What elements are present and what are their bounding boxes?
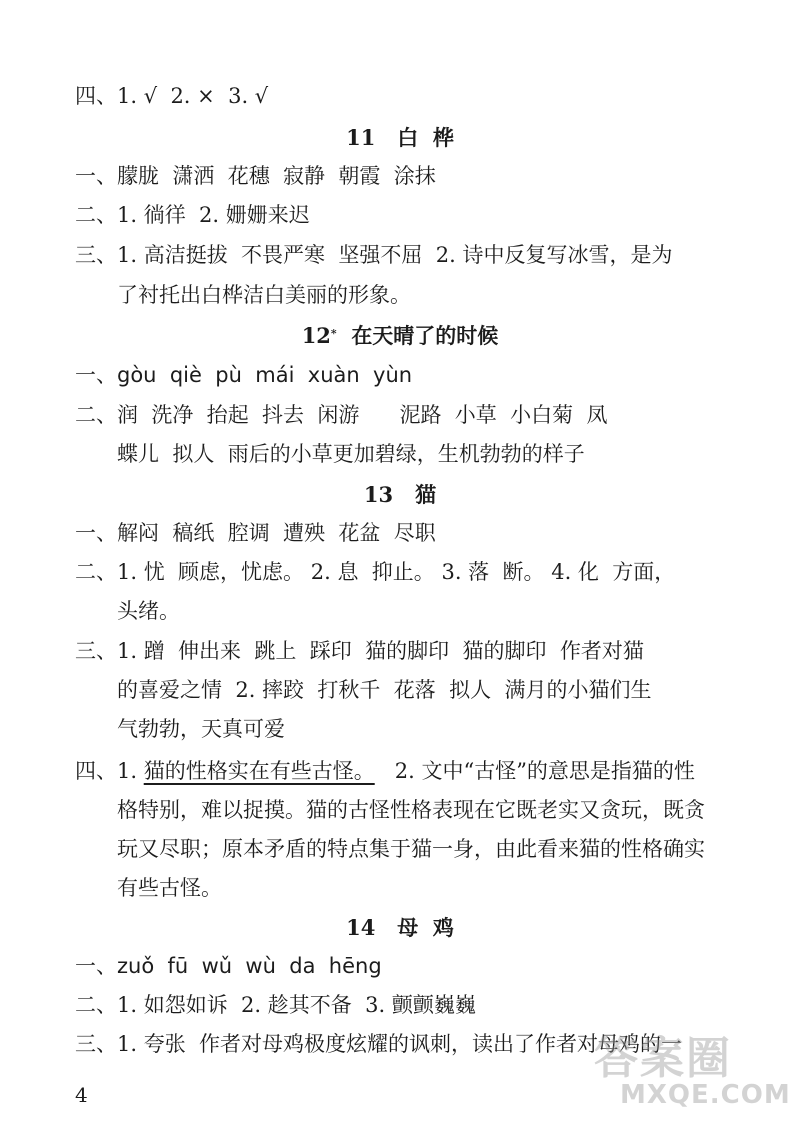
lesson-11-title [0, 124, 800, 152]
lesson-12-title [0, 322, 800, 350]
lesson-name: 猫 [415, 482, 437, 507]
lesson-11-q2 [75, 201, 310, 229]
answer-text: 玩又尽职；原本矛盾的特点集于猫一身，由此看来猫的性格确实 [117, 837, 705, 861]
lesson-14-q1 [75, 952, 382, 980]
lesson-13-q3-line3 [117, 715, 285, 743]
question-prefix: 一、 [75, 363, 117, 387]
lesson-name: 白 桦 [397, 125, 454, 150]
answer-line-4-prev [75, 82, 268, 110]
answer-text: 有些古怪。 [117, 876, 222, 900]
lesson-13-q4-line1 [75, 757, 695, 785]
pinyin-answers: gòu qiè pù mái xuàn yùn [117, 363, 413, 387]
page-number: 4 [75, 1083, 88, 1107]
answer-text: 一、朦胧 潇洒 花穗 寂静 朝霞 涂抹 [75, 164, 436, 188]
answer-text: 二、1. 忧 顾虑，忧虑。 2. 息 抑止。 3. 落 断。 4. 化 方面， [75, 560, 676, 584]
watermark-logo [592, 1022, 791, 1118]
lesson-14-title [0, 914, 800, 942]
answer-text: 一、解闷 稿纸 腔调 遭殃 花盆 尽职 [75, 521, 436, 545]
question-prefix: 四、1. [75, 759, 144, 783]
underlined-answer: 猫的性格实在有些古怪。 [143, 759, 375, 783]
answer-text: 2. 文中“古怪”的意思是指猫的性 [374, 759, 695, 783]
lesson-14-q2 [75, 991, 476, 1019]
lesson-13-q4-line4 [117, 874, 222, 902]
lesson-name: 在天晴了的时候 [351, 323, 499, 348]
answer-text: 蝶儿 拟人 雨后的小草更加碧绿，生机勃勃的样子 [117, 442, 585, 466]
answer-text: 的喜爱之情 2. 摔跤 打秋千 花落 拟人 满月的小猫们生 [117, 678, 652, 702]
answer-text: 了衬托出白桦洁白美丽的形象。 [117, 283, 411, 307]
answer-text: 三、1. 蹭 伸出来 跳上 踩印 猫的脚印 猫的脚印 作者对猫 [75, 639, 644, 663]
lesson-11-q1 [75, 162, 436, 190]
lesson-12-q2-line1 [75, 401, 608, 429]
watermark-top-text: 答案圈 [594, 1033, 732, 1084]
lesson-12-q2-line2 [117, 440, 585, 468]
watermark-bottom-text: MXQE.COM [620, 1080, 791, 1110]
lesson-number: 12 [301, 323, 331, 348]
pinyin-answers: zuǒ fū wǔ wù da hēng [117, 954, 382, 978]
answer-text: 头绪。 [117, 599, 180, 623]
answer-text: 三、1. 高洁挺拔 不畏严寒 坚强不屈 2. 诗中反复写冰雪，是为 [75, 243, 673, 267]
lesson-name: 母 鸡 [397, 915, 454, 940]
lesson-number: 13 [363, 482, 394, 507]
lesson-13-q2-line2 [117, 597, 180, 625]
answer-text: 二、润 洗净 抬起 抖去 闲游 泥路 小草 小白菊 凤 [75, 403, 608, 427]
lesson-number: 11 [346, 125, 376, 150]
answer-text: 三、1. 夸张 作者对母鸡极度炫耀的讽刺，读出了作者对母鸡的一 [75, 1032, 683, 1056]
lesson-13-title [0, 481, 800, 509]
question-prefix: 一、 [75, 954, 117, 978]
lesson-13-q3-line2 [117, 676, 651, 704]
answer-text: 四、1. √ 2. × 3. √ [75, 84, 269, 108]
optional-lesson-mark: * [330, 327, 337, 340]
lesson-13-q1 [75, 519, 436, 547]
answer-text: 二、1. 如怨如诉 2. 趁其不备 3. 颤颤巍巍 [75, 993, 476, 1017]
lesson-13-q2-line1 [75, 558, 675, 586]
lesson-11-q3-line1 [75, 241, 672, 269]
answer-text: 二、1. 徜徉 2. 姗姗来迟 [75, 203, 310, 227]
lesson-13-q4-line2 [117, 796, 705, 824]
lesson-13-q3-line1 [75, 637, 644, 665]
lesson-11-q3-line2 [117, 281, 411, 309]
lesson-13-q4-line3 [117, 835, 705, 863]
lesson-14-q3 [75, 1030, 682, 1058]
answer-text: 格特别，难以捉摸。猫的古怪性格表现在它既老实又贪玩，既贪 [117, 798, 705, 822]
lesson-number: 14 [346, 915, 376, 940]
lesson-12-q1 [75, 361, 412, 389]
answer-text: 气勃勃，天真可爱 [117, 717, 285, 741]
